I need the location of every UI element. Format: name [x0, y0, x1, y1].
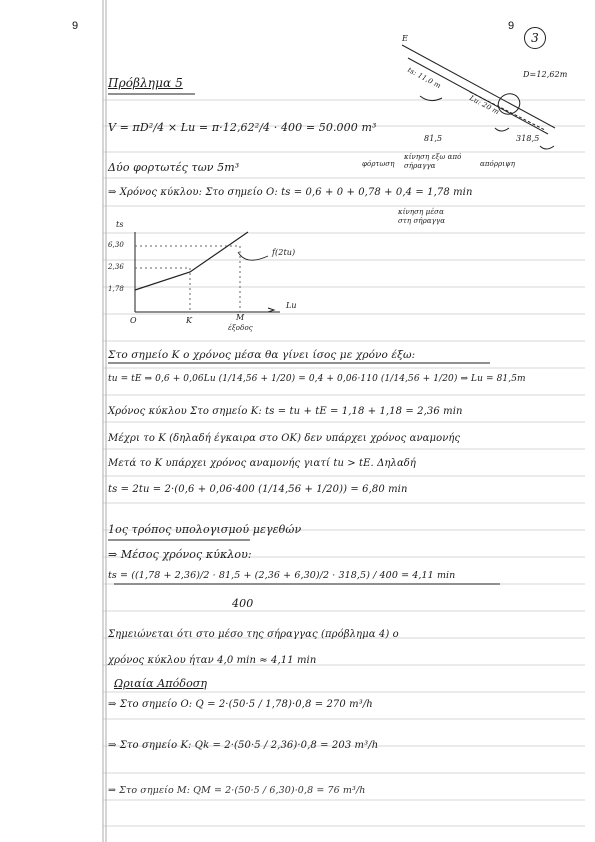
sketch-label-unloading: απόρριψη [480, 160, 516, 168]
line-cycle-k: Χρόνος κύκλου Στο σημείο Κ: ts = tu + tE = 1,18 + 1,18 = 2,36 min [108, 406, 463, 417]
sketch-label-b: 318,5 [516, 134, 540, 143]
graph-x-tick-note: έξοδος [228, 324, 253, 332]
graph-y-label: ts [116, 220, 124, 229]
line-volume: V = πD²/4 × Lu = π·12,62²/4 · 400 = 50.000 m³ [108, 121, 377, 134]
graph-x-label: Lu [286, 301, 297, 310]
line-mean-cycle: ⇒ Μέσος χρόνος κύκλου: [108, 548, 252, 561]
sketch-label-exit: κίνηση εξω από σήραγγα [404, 153, 462, 170]
line-after-k: Μετά το Κ υπάρχει χρόνος αναμονής γιατί tu > tE. Δηλαδή [108, 458, 417, 469]
graph-y-tick-2: 2,36 [108, 263, 124, 271]
graph-x-tick-m: M [236, 313, 245, 322]
sketch-label-loading: φόρτωση [362, 160, 395, 168]
circled-page-number: 3 [524, 27, 546, 49]
sketch-label-inside: κίνηση μέσα στη σήραγγα [398, 208, 446, 225]
graph-x-tick-o: O [130, 316, 137, 325]
sketch-label-ts: ts: 11,0 m [406, 66, 443, 91]
line-method1: 1ος τρόπος υπολογισμού μεγεθών [108, 523, 302, 536]
graph-curve-label: f(2tu) [272, 248, 296, 257]
graph-y-tick-1: 6,30 [108, 241, 124, 249]
line-ts-formula: ts = 2tu = 2·(0,6 + 0,06·400 (1/14,56 + 1/20)) = 6,80 min [108, 484, 408, 495]
line-point-k-title: Στο σημείο Κ ο χρόνος μέσα θα γίνει ίσος με χρόνο έξω: [108, 349, 416, 361]
sketch-label-diameter: D=12,62m [523, 70, 568, 79]
line-point-k-eq: tu = tE ⇒ 0,6 + 0,06Lu (1/14,56 + 1/20) = 0,4 + 0,06·110 (1/14,56 + 1/20) ⇒ Lu = 81,5m [108, 374, 526, 384]
sketch-label-a: 81,5 [424, 134, 443, 143]
graph-x-tick-k: K [186, 316, 193, 325]
problem-title: Πρόβλημα 5 [108, 76, 183, 90]
line-prod-o: ⇒ Στο σημείο Ο: Q = 2·(50·5 / 1,78)·0,8 = 270 m³/h [108, 699, 373, 710]
curve [135, 232, 248, 290]
sketch-label-lu: Lu: 20 m [468, 94, 501, 117]
line-productivity: Ωριαία Απόδοση [114, 677, 208, 690]
sketch-label-e: E [402, 34, 408, 43]
page-number-right: 9 [508, 20, 515, 32]
line-cycle-time: ⇒ Χρόνος κύκλου: Στο σημείο Ο: ts = 0,6 + 0 + 0,78 + 0,4 = 1,78 min [108, 187, 473, 198]
line-trucks: Δύο φορτωτές των 5m³ [108, 161, 240, 174]
line-denominator: 400 [232, 597, 254, 610]
line-note-1: Σημειώνεται ότι στο μέσο της σήραγγας (πρόβλημα 4) ο [108, 629, 399, 640]
graph-y-tick-3: 1,78 [108, 285, 124, 293]
line-mean-eq: ts = ((1,78 + 2,36)/2 · 81,5 + (2,36 + 6,30)/2 · 318,5) / 400 = 4,11 min [108, 570, 456, 581]
line-prod-k: ⇒ Στο σημείο Κ: Qk = 2·(50·5 / 2,36)·0,8 = 203 m³/h [108, 740, 379, 751]
graph [135, 232, 280, 312]
line-note-2: χρόνος κύκλου ήταν 4,0 min ≈ 4,11 min [108, 655, 317, 666]
page-number-left: 9 [72, 20, 79, 32]
line-prod-m: ⇒ Στο σημείο Μ: QM = 2·(50·5 / 6,30)·0,8 = 76 m³/h [108, 785, 366, 796]
line-until-k: Μέχρι το Κ (δηλαδή έγκαιρα στο ΟΚ) δεν υπάρχει χρόνος αναμονής [108, 433, 461, 444]
